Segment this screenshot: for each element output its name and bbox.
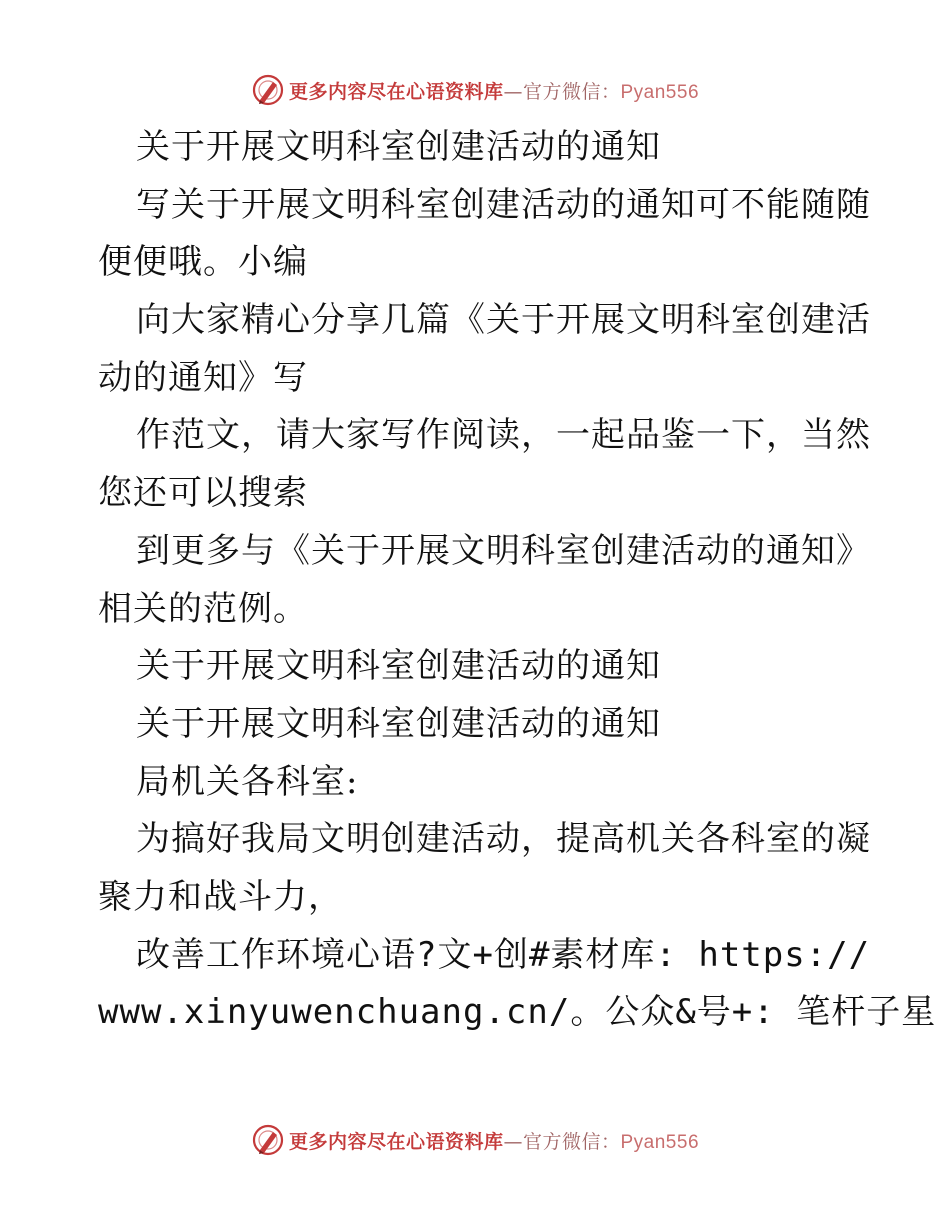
doc-line: 写关于开展文明科室创建活动的通知可不能随随 <box>136 184 871 225</box>
banner-caption <box>289 77 699 104</box>
pen-logo-icon <box>251 1123 285 1157</box>
doc-line: 到更多与《关于开展文明科室创建活动的通知》 <box>136 530 871 571</box>
banner-site-text: 更多内容尽在心语资料库 <box>288 1130 504 1153</box>
doc-line: 关于开展文明科室创建活动的通知 <box>136 127 661 167</box>
doc-line: 为搞好我局文明创建活动，提高机关各科室的凝 <box>136 819 871 860</box>
doc-line: www.xinyuwenchuang.cn/。公众&号+: 笔杆子星 <box>98 992 937 1033</box>
pen-logo-icon <box>251 73 285 107</box>
doc-line: 改善工作环境心语?文+创#素材库: https:// <box>136 934 871 975</box>
doc-line: 便便哦。小编 <box>98 242 308 283</box>
footer-banner <box>0 1120 950 1160</box>
document-body <box>98 119 937 1042</box>
doc-line: 作范文，请大家写作阅读，一起品鉴一下，当然 <box>136 415 871 456</box>
header-banner <box>0 70 950 110</box>
banner-dash: — <box>503 80 523 103</box>
doc-line: 关于开展文明科室创建活动的通知 <box>136 646 661 687</box>
doc-line: 聚力和战斗力， <box>98 876 343 917</box>
banner-caption <box>289 1127 699 1154</box>
banner-dash: — <box>503 1130 523 1153</box>
banner-wechat-id: Pyan556 <box>620 81 700 103</box>
doc-line: 相关的范例。 <box>98 588 308 629</box>
doc-line: 向大家精心分享几篇《关于开展文明科室创建活 <box>136 300 871 341</box>
banner-wechat-label: 官方微信： <box>522 80 621 103</box>
doc-line: 您还可以搜索 <box>98 473 308 514</box>
doc-line: 动的通知》写 <box>98 357 308 398</box>
banner-wechat-label: 官方微信： <box>522 1130 621 1153</box>
banner-wechat-id: Pyan556 <box>620 1131 700 1153</box>
doc-line: 关于开展文明科室创建活动的通知 <box>136 703 661 744</box>
doc-line: 局机关各科室: <box>136 761 359 802</box>
banner-site-text: 更多内容尽在心语资料库 <box>288 80 504 103</box>
